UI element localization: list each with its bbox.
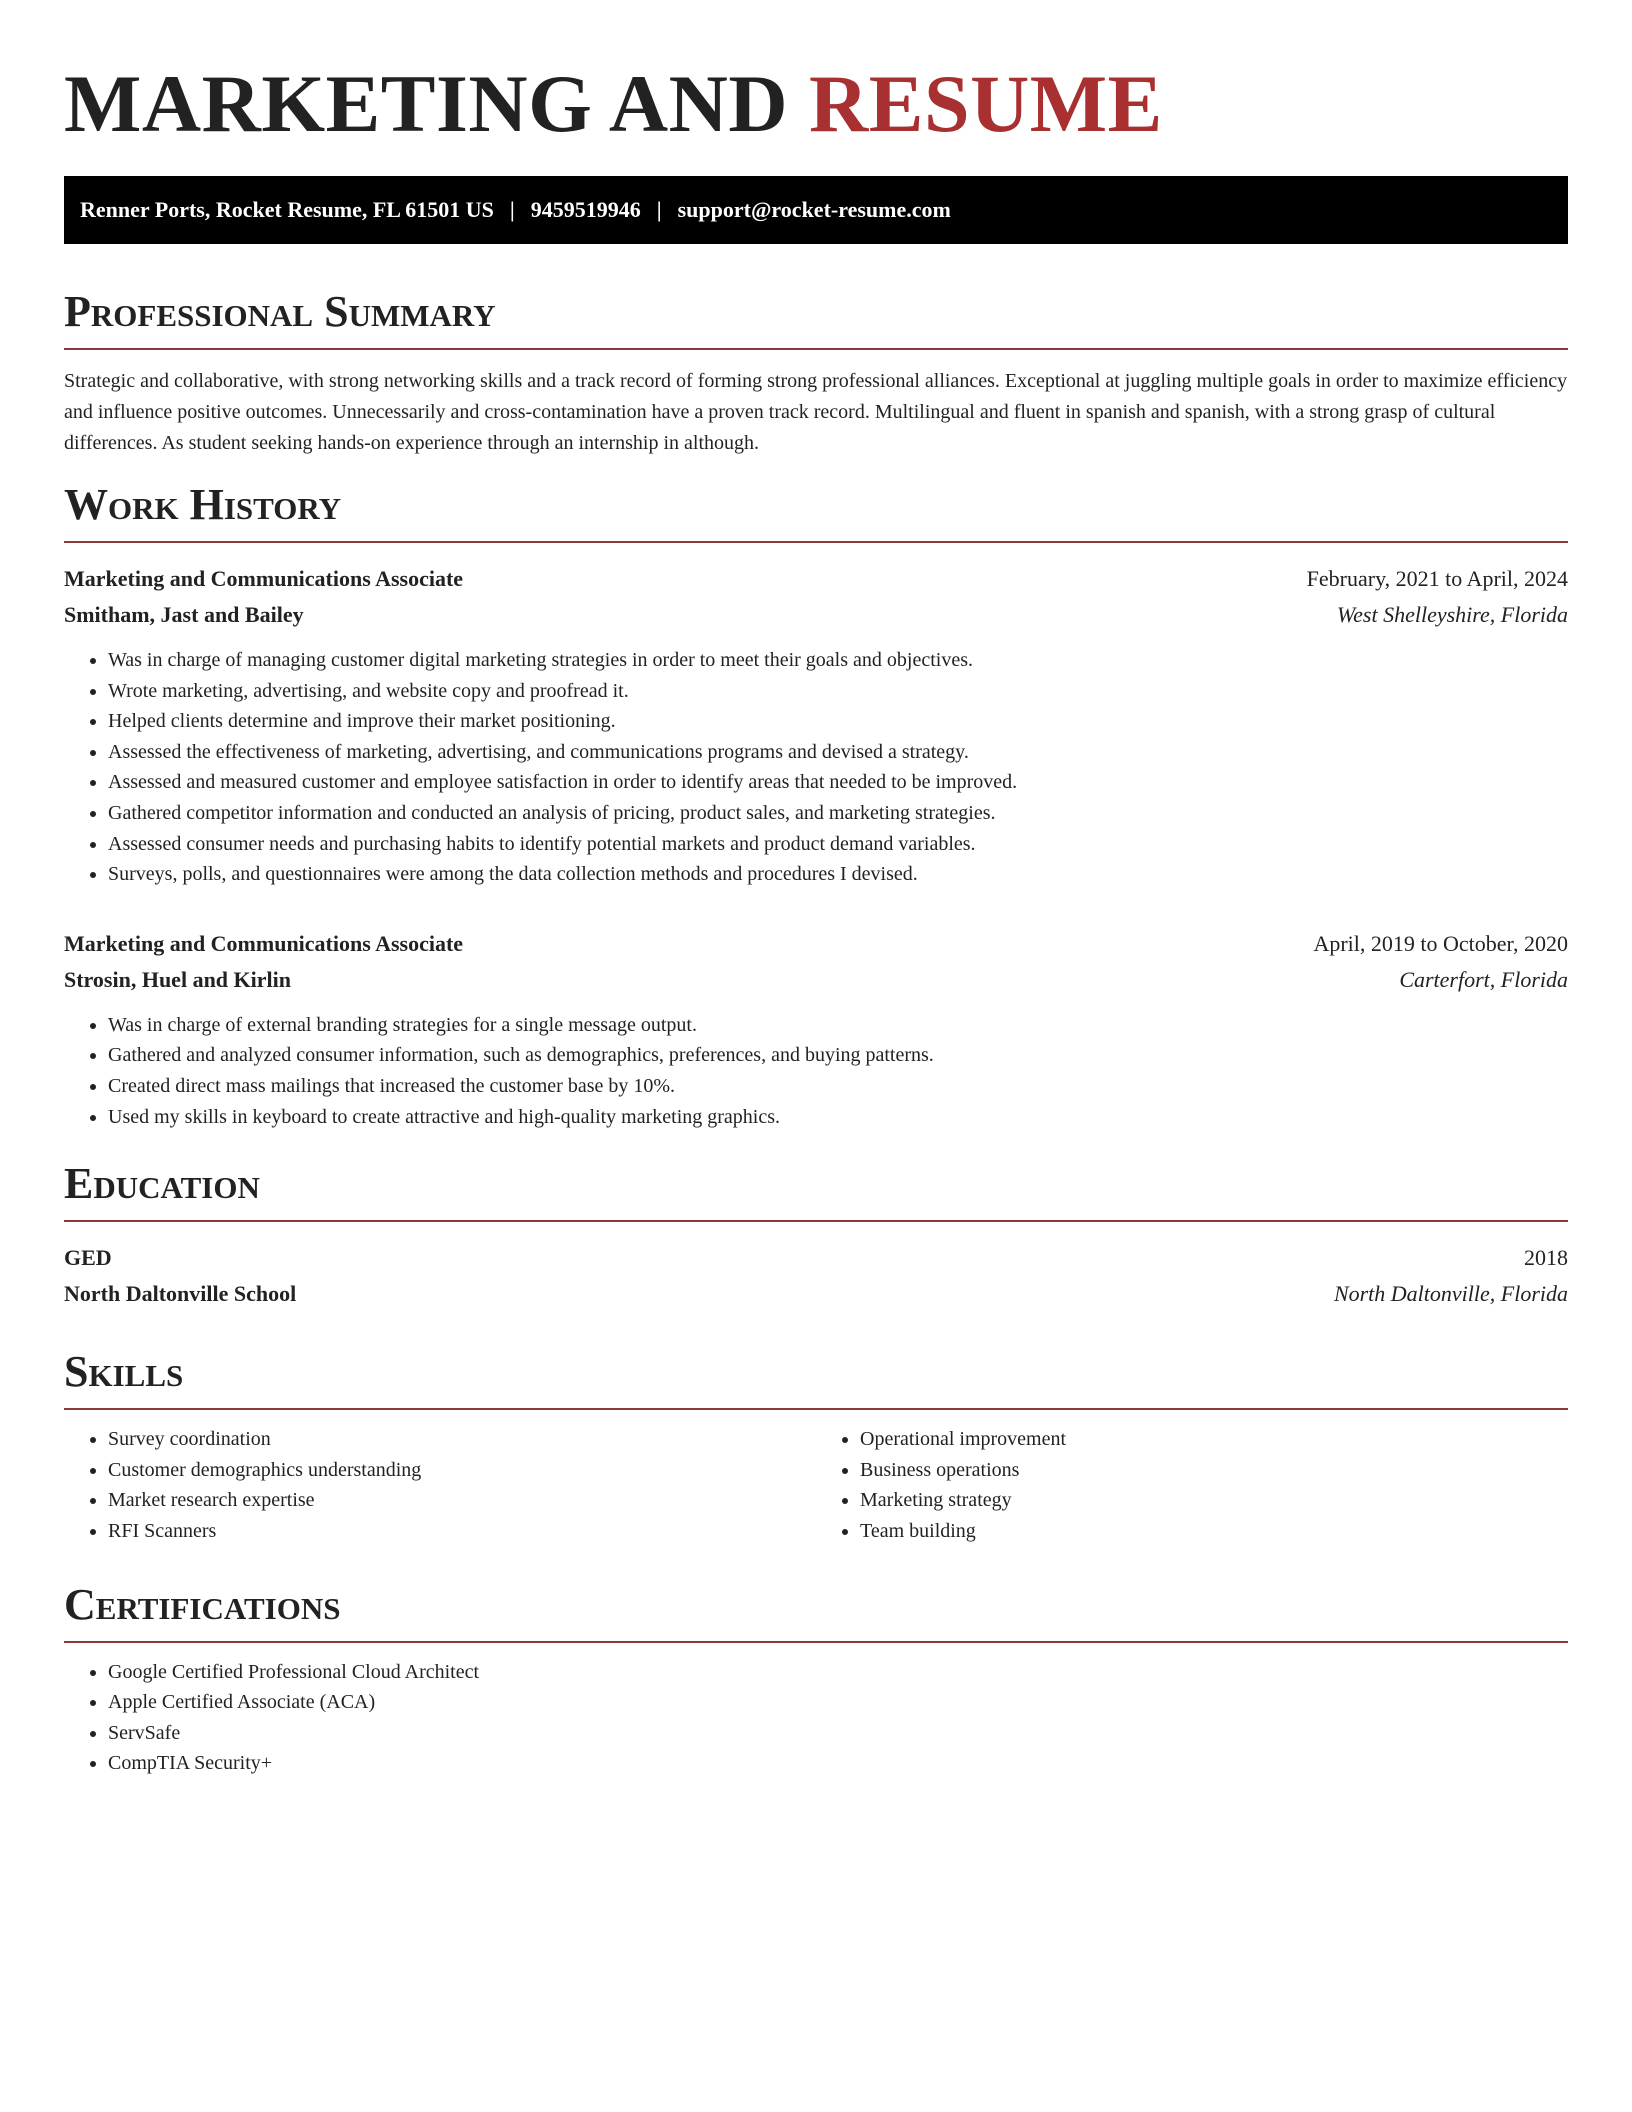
list-item: • Assessed consumer needs and purchasing habits to identify potential markets and product demand variables. xyxy=(108,829,1568,860)
job-entry xyxy=(64,561,1568,890)
work-history-section xyxy=(64,479,1568,1132)
job-location: West Shelleyshire, Florida xyxy=(1336,602,1568,627)
list-item: • Gathered competitor information and conducted an analysis of pricing, product sales, and marketing strategies. xyxy=(108,798,1568,829)
list-item: • Used my skills in keyboard to create attractive and high-quality marketing graphics. xyxy=(108,1102,1568,1133)
list-item: • Created direct mass mailings that increased the customer base by 10%. xyxy=(108,1071,1568,1102)
job-location: Carterfort, Florida xyxy=(1399,966,1568,992)
section-heading: Certifications xyxy=(64,1579,1568,1643)
contact-separator: | xyxy=(509,197,515,222)
list-item: • Assessed the effectiveness of marketing, advertising, and communications programs and devised a strategy. xyxy=(108,737,1568,768)
list-item: • Was in charge of managing customer digital marketing strategies in order to meet their goals and objectives. xyxy=(108,645,1568,676)
job-entry xyxy=(64,926,1568,1132)
job-company: Smitham, Jast and Bailey xyxy=(64,602,304,627)
contact-email: support@rocket-resume.com xyxy=(677,197,951,222)
list-item: • Was in charge of external branding strategies for a single message output. xyxy=(108,1010,1568,1041)
job-company: Strosin, Huel and Kirlin xyxy=(64,966,291,992)
list-item: • Surveys, polls, and questionnaires were among the data collection methods and procedures I devised. xyxy=(108,859,1568,890)
list-item: • Business operations xyxy=(860,1455,1568,1486)
section-heading: Professional Summary xyxy=(64,286,1568,350)
contact-address: Renner Ports, Rocket Resume, FL 61501 US xyxy=(80,197,494,222)
education-degree: GED xyxy=(64,1245,112,1271)
job-title: Marketing and Communications Associate xyxy=(64,930,464,956)
list-item: • RFI Scanners xyxy=(108,1516,816,1547)
list-item: • Survey coordination xyxy=(108,1424,816,1455)
job-bullets xyxy=(64,1010,1568,1132)
list-item: • Operational improvement xyxy=(860,1424,1568,1455)
list-item: • Assessed and measured customer and employee satisfaction in order to identify areas that needed to be improved. xyxy=(108,767,1568,798)
contact-bar xyxy=(64,176,1568,244)
skills-section xyxy=(64,1346,1568,1546)
list-item: • Customer demographics understanding xyxy=(108,1455,816,1486)
job-dates: February, 2021 to April, 2024 xyxy=(1306,566,1568,591)
skills-list-left xyxy=(64,1424,816,1546)
resume-page xyxy=(64,0,1568,1779)
list-item: • Apple Certified Associate (ACA) xyxy=(108,1687,1568,1718)
education-section xyxy=(64,1158,1568,1312)
list-item: • Marketing strategy xyxy=(860,1485,1568,1516)
summary-text: Strategic and collaborative, with strong networking skills and a track record of forming strong professional alliances. Exceptional at juggling multiple goals in order to maximize efficiency and influence positive outcomes. Unnecessarily and cross-contamination have a proven track record. Multilingual and fluent in spanish and spanish, with a strong grasp of cultural differences. As student seeking hands-on experience through an internship in although. xyxy=(64,370,1568,454)
section-heading: Skills xyxy=(64,1346,1568,1410)
certifications-list xyxy=(64,1657,1568,1779)
education-entry xyxy=(64,1240,1568,1312)
education-year: 2018 xyxy=(1524,1245,1568,1271)
education-location: North Daltonville, Florida xyxy=(1333,1281,1568,1307)
list-item: • Market research expertise xyxy=(108,1485,816,1516)
list-item: • Helped clients determine and improve their market positioning. xyxy=(108,706,1568,737)
list-item: • Team building xyxy=(860,1516,1568,1547)
education-school: North Daltonville School xyxy=(64,1281,297,1307)
section-heading: Education xyxy=(64,1158,1568,1222)
title-main: MARKETING AND xyxy=(64,58,810,149)
certifications-section xyxy=(64,1579,1568,1779)
list-item: • Gathered and analyzed consumer information, such as demographics, preferences, and buying patterns. xyxy=(108,1040,1568,1071)
list-item: • Wrote marketing, advertising, and website copy and proofread it. xyxy=(108,676,1568,707)
contact-separator: | xyxy=(656,197,662,222)
job-bullets xyxy=(64,645,1568,890)
job-title: Marketing and Communications Associate xyxy=(64,566,464,591)
contact-phone: 9459519946 xyxy=(530,197,641,222)
skills-grid xyxy=(64,1424,1568,1546)
title-accent: RESUME xyxy=(809,58,1163,149)
summary-section xyxy=(64,286,1568,459)
section-heading: Work History xyxy=(64,479,1568,543)
list-item: • ServSafe xyxy=(108,1718,1568,1749)
job-dates: April, 2019 to October, 2020 xyxy=(1313,930,1568,956)
list-item: • CompTIA Security+ xyxy=(108,1748,1568,1779)
list-item: • Google Certified Professional Cloud Architect xyxy=(108,1657,1568,1688)
skills-list-right xyxy=(816,1424,1568,1546)
resume-title xyxy=(64,56,1568,152)
